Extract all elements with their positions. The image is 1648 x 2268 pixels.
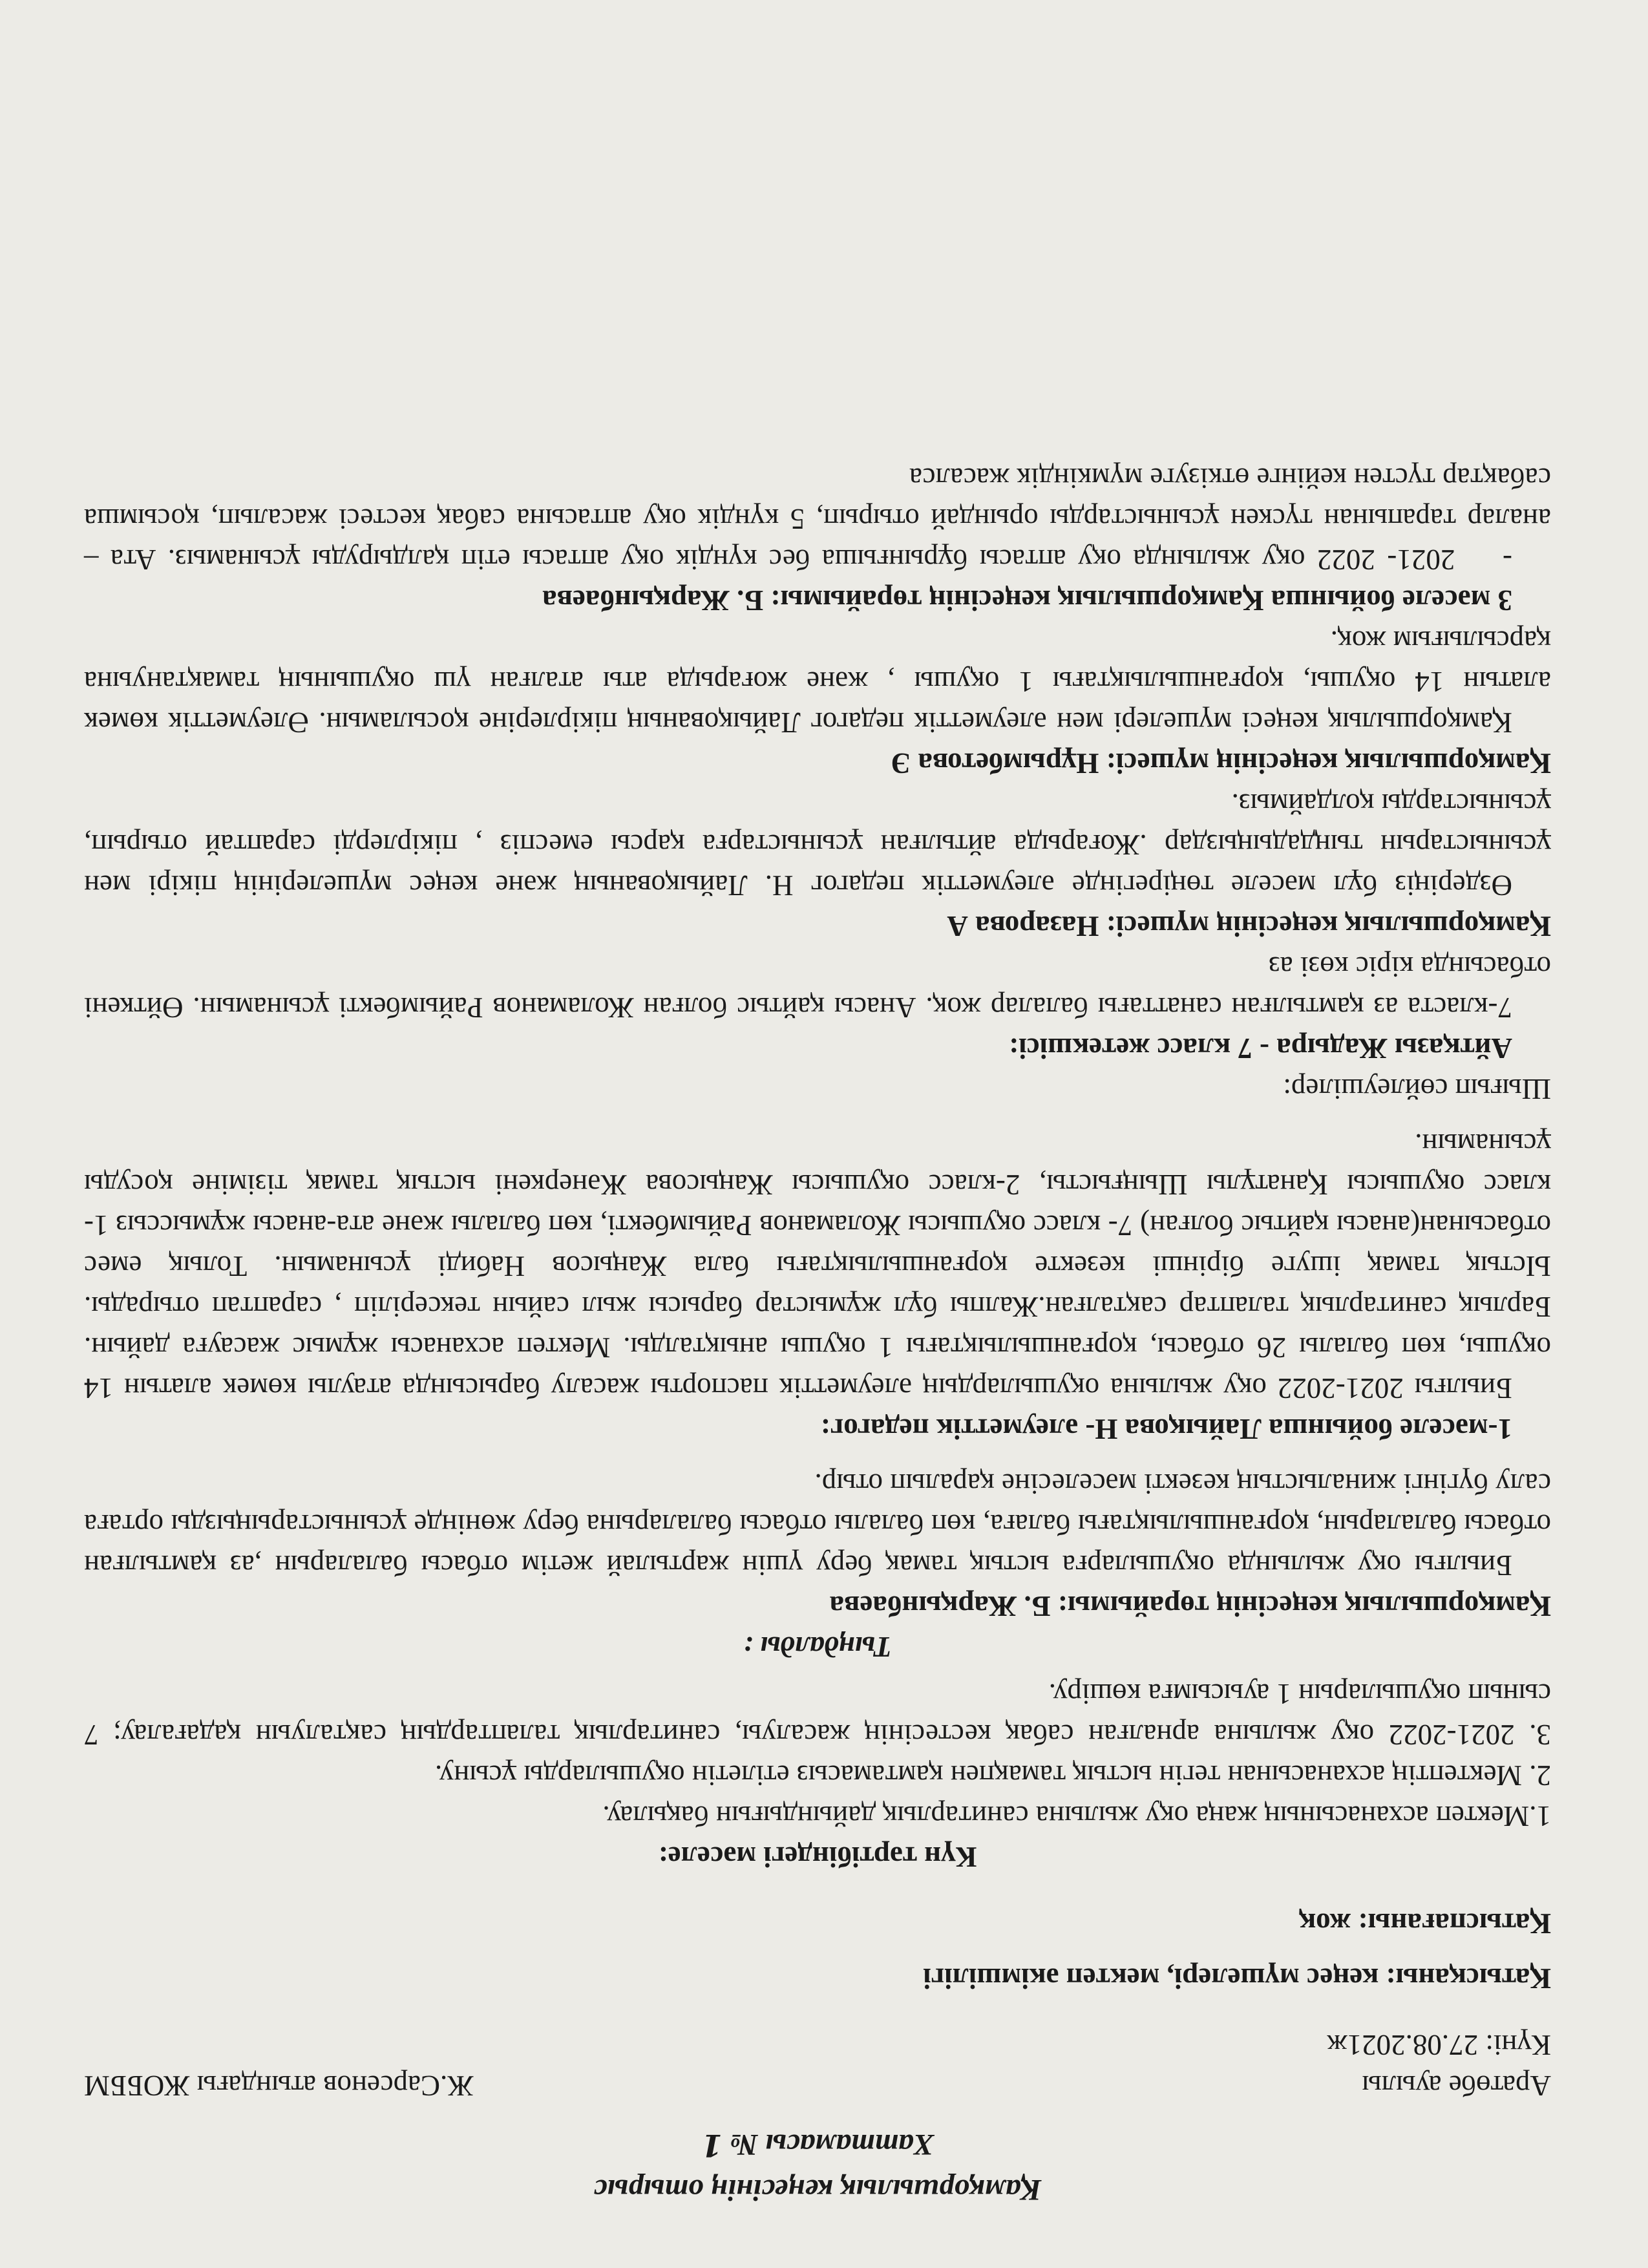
section-text-body: 2021- 2022 оқу жылында оқу аптасы бұрынғыша бес күндік оқу аптасы етіп қалдыруды ұсынамыз. Ата – аналар тарапынан түскен ұсыныстарды орындай отырып, 5 күндік оқу аптасына сабақ кестесі жасалып, қосымша сабақтар түстен кейінге өткізуге мүмкіндік жасалса (83, 462, 1551, 576)
village-name: Аратөбе ауылы (1362, 2070, 1551, 2102)
section-heading: Қамқоршылық кеңесінің төрайымы: Б. Жарқынбаева (829, 1590, 1551, 1622)
section-heading: Қамқоршылық кеңесінің мүшесі: Назарова А (947, 910, 1551, 942)
document-title: Қамқоршылық кеңесінің отырыс (593, 2173, 1042, 2207)
header-left (969, 2024, 1551, 2106)
listened-heading: Тыңдалды : (743, 1631, 892, 1663)
subtitle-prefix: Хаттамасы № (730, 2128, 934, 2161)
section-heading: Қамқоршылық кеңесінің мүшесі: Нұрымбетова Э (891, 747, 1551, 779)
section-text: Биылғы 2021-2022 оқу жылына оқушылардың әлеуметтік паспорты жасалу барысында атаулы көмек алатын 14 оқушы, көп балалы 26 отбасы, қорғаншылықтағы 1 оқушы анықталды. Мектеп асханасы жұмыс жасауға дайын. Барлық санитарлық талаптар сақталған.Жалпы бұл жұмыстар барысы жыл сайын тексеріліп , сараптап отырады. Ыстық тамақ ішуге бірінші кезекте қорғаншылықтағы бала Жаңысов Набиді ұсынамын. Толық емес отбасынан(анасы қайтыс болған) 7- класс оқушысы Жоламанов Райымбекті, көп балалы және ата-анасы жұмыссыз 1-класс оқушысы Қанатұлы Шыңғысты, 2-класс оқушысы Жаңысова Жәнеркені ыстық тамақ тізіміне қосуды ұсынамын. (84, 1128, 1551, 1404)
document-sheet (84, 58, 1551, 2210)
document-subtitle (84, 2124, 1551, 2165)
section-heading: 3 мәселе бойынша Қамқоршылық кеңесінің төрайымы: Б. Жарқынбаева (542, 584, 1512, 617)
protocol-number: 1 (701, 2127, 723, 2163)
section-text: Биылғы оқу жылында оқушыларға ыстық тамақ беру үшін жартылай жетім отбасы балаларын ,аз қамтылған отбасы балаларын, қорғаншылықтағы балаға, көп балалы отбасы балаларына беру жөнінде ұсыныстарыңызды ортаға салу бүгінгі жиналыстың кезекті мәселесіне қаралып отыр. (84, 1468, 1551, 1582)
agenda-item: 3. 2021-2022 оқу жылына арналған сабақ кестесінің жасалуы, санитарлық талаптардың сақталуын қадағалау; 7 сынып оқушыларын 1 ауысымға көшіру. (84, 1678, 1551, 1751)
agenda-list (84, 1673, 1551, 1836)
header-right (84, 2024, 666, 2106)
section-heading: Шығып сөйлеушілер: (1283, 1073, 1551, 1105)
section-text: Өздеріңіз бұл мәселе төңірегінде әлеуметтік педагог Н. Лайықованың және кеңес мүшелерінің пікірі мен ұсыныстарын тыңдадыңыздар .Жоғарыда айтылған ұсыныстарға қарсы емеспіз , пікірлерді сараптай отырып, ұсыныстарды қолдаймыз. (84, 788, 1551, 902)
header-row (84, 2024, 1551, 2106)
agenda-item: 2. Мектептің асханасынан тегін ыстық тамақпен қамтамасыз етілетін оқушыларды ұсыну. (435, 1759, 1551, 1792)
section-text: Қамқоршылық кеңесі мүшелері мен әлеуметтік педагог Лайықованың пікірлеріне қосыламын. Әлеуметтік көмек алатын 14 оқушы, қорғаншылықтағы 1 оқушы , және жоғарыда аты аталған үш оқушының тамақтануына қарсылығым жоқ. (84, 625, 1551, 739)
school-name: Ж.Сарсенов атындағы ЖОББМ (84, 2070, 474, 2102)
list-dash: - (1503, 544, 1512, 576)
section-text (84, 458, 1551, 580)
meeting-date: Күні: 27.08.2021ж (1327, 2029, 1551, 2061)
agenda-item: 1.Мектеп асханасының жаңа оқу жылына санитарлық дайындығын бақылау. (602, 1800, 1551, 1832)
absent-line: Қатыспағаны: жоқ (1299, 1907, 1551, 1940)
agenda-heading: Күн тәртібіндегі мәселе: (658, 1841, 977, 1873)
present-line: Қатысқаны: кеңес мүшелері, мектеп әкімшілігі (923, 1962, 1551, 1995)
section-heading: Айтқазы Жадыра - 7 класс жетекшісі: (1009, 1032, 1512, 1065)
section-heading: 1-мәселе бойынша Лайықова Н- әлеуметтік педагог: (820, 1413, 1512, 1445)
section-text: 7-класта аз қамтылған санаттағы балалар жоқ. Анасы қайтыс болған Жоламанов Райымбекті ұсынамын. Өйткені отбасында кіріс көзі аз (84, 951, 1551, 1024)
